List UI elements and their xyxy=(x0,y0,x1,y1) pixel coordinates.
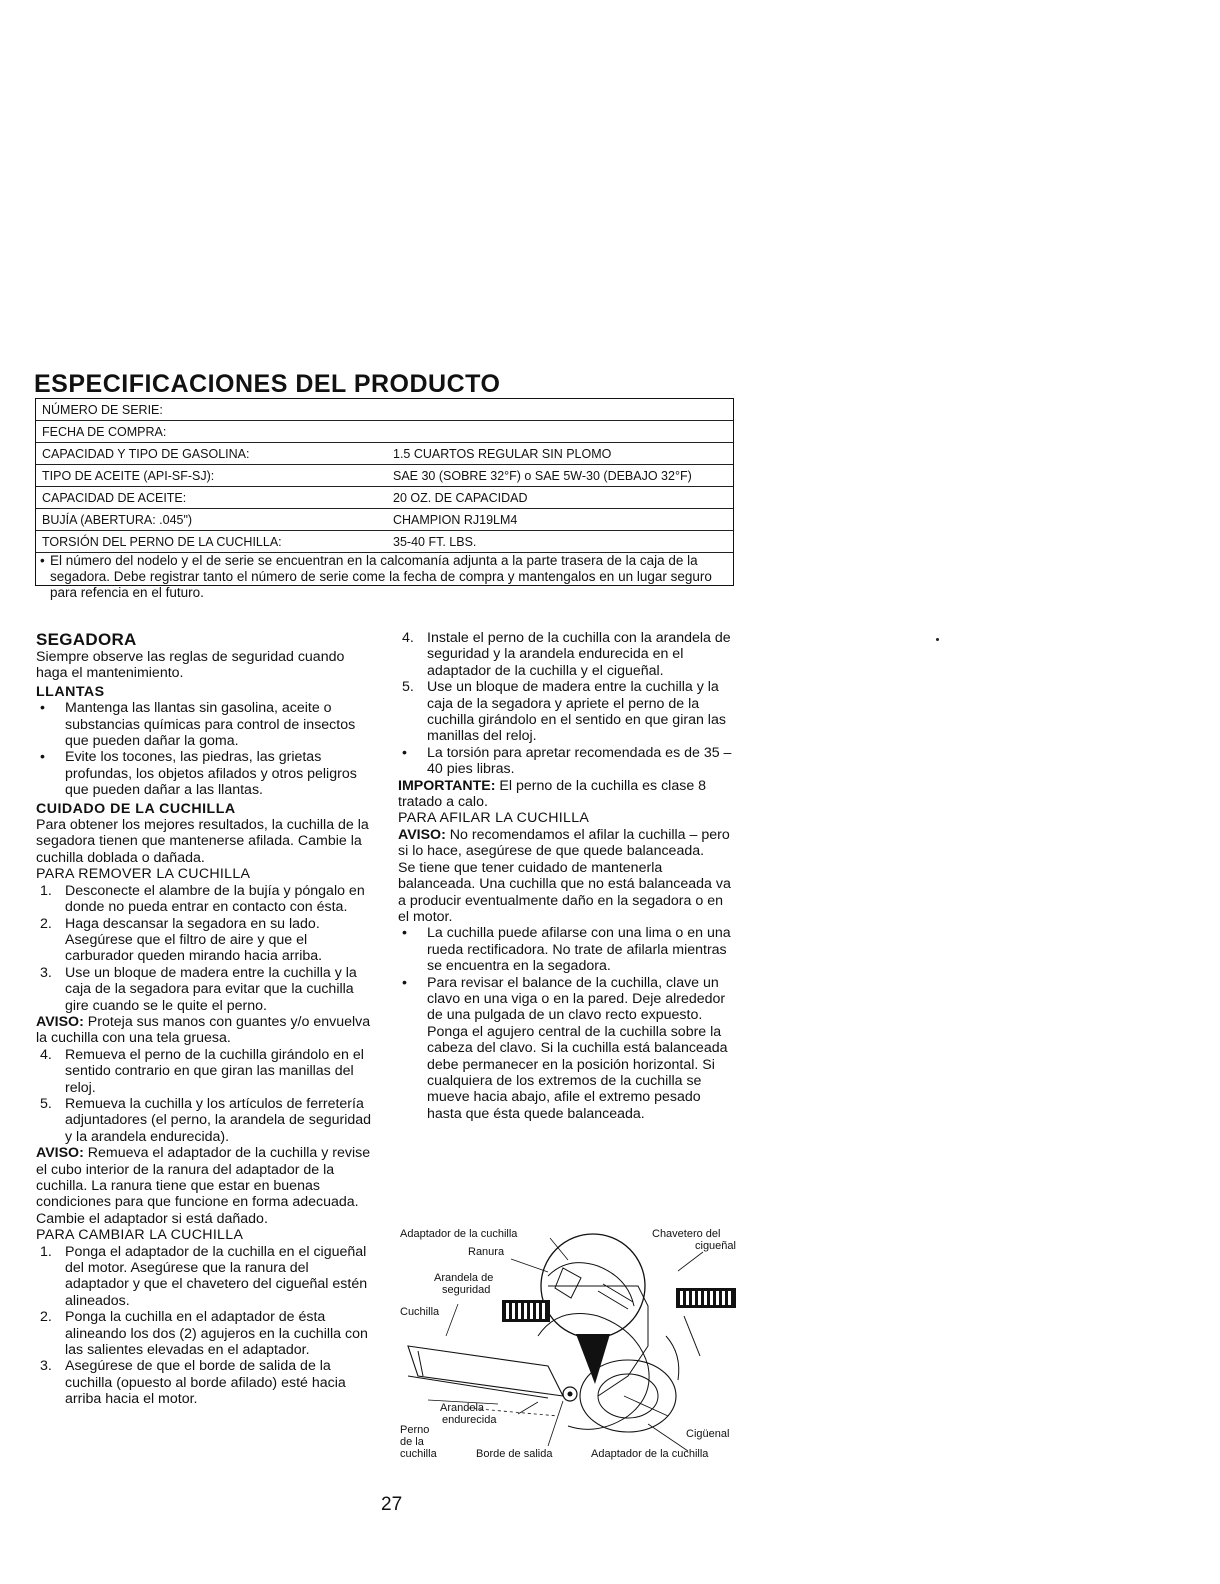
step-number: 2. xyxy=(40,1309,52,1326)
step-number: 3. xyxy=(40,964,52,981)
list-item xyxy=(36,883,376,916)
aviso-label: AVISO: xyxy=(36,1145,84,1162)
aviso-text: Remueva el adaptador de la cuchilla y revise el cubo interior de la ranura del adaptador de la cuchilla. La ranura tiene que estar en buenas condiciones para que funcione en forma adecuada. Cambie el adaptador si está dañado. xyxy=(36,1145,371,1227)
list-item-text: La cuchilla puede afilarse con una lima o en una rueda rectificadora. No trate de afilarla mientras se encuentra en la segadora. xyxy=(427,925,731,975)
label-arandela-end-2: endurecida xyxy=(442,1414,497,1426)
blade-diagram xyxy=(398,1226,740,1470)
list-item xyxy=(36,700,376,749)
left-column xyxy=(36,630,376,1408)
label-cuchilla: Cuchilla xyxy=(400,1306,440,1318)
list-item xyxy=(36,749,376,798)
cuidado-text: Para obtener los mejores resultados, la cuchilla de la segadora tienen que mantenerse afilada. Cambie la cuchilla doblada o dañada. xyxy=(36,817,369,866)
aviso-text: No recomendamos el afilar la cuchilla – pero si lo hace, asegúrese de que quede balanceada. xyxy=(398,826,730,860)
stray-dot xyxy=(936,638,939,641)
page-title: ESPECIFICACIONES DEL PRODUCTO xyxy=(34,370,501,398)
spec-label: CAPACIDAD Y TIPO DE GASOLINA: xyxy=(36,443,387,465)
heading-afilar: PARA AFILAR LA CUCHILLA xyxy=(398,810,590,827)
spec-row xyxy=(36,487,733,509)
list-item xyxy=(36,1309,376,1358)
list-item xyxy=(398,925,734,974)
right-column xyxy=(398,630,734,1122)
spec-value: 20 OZ. DE CAPACIDAD xyxy=(387,487,733,509)
list-item xyxy=(398,679,734,745)
label-arandela-end-1: Arandela xyxy=(440,1402,485,1414)
spec-row xyxy=(36,399,733,421)
label-chavetero-1: Chavetero del xyxy=(652,1228,721,1240)
spec-label: NÚMERO DE SERIE: xyxy=(36,399,387,421)
list-item-text: Use un bloque de madera entre la cuchilla y la caja de la segadora y apriete el perno de la cuchilla girándolo en el sentido en que giran las manillas del reloj. xyxy=(427,679,726,745)
list-item-text: Desconecte el alambre de la bujía y póngalo en donde no pueda entrar en contacto con ésta. xyxy=(65,882,365,916)
step-number: 3. xyxy=(40,1358,52,1375)
spec-row xyxy=(36,465,733,487)
list-item xyxy=(36,1096,376,1145)
list-item-text: Evite los tocones, las piedras, las grietas profundas, los objetos afilados y otros peligros que pueden dañar a las llantas. xyxy=(65,749,357,799)
list-item xyxy=(36,916,376,965)
segadora-intro: Siempre observe las reglas de seguridad cuando haga el mantenimiento. xyxy=(36,649,345,682)
bullet-marker: • xyxy=(402,744,407,761)
spec-row xyxy=(36,443,733,465)
spec-table xyxy=(36,399,733,553)
aviso-afilar xyxy=(398,827,734,860)
bullet-marker: • xyxy=(40,553,45,568)
importante-note xyxy=(398,778,734,811)
aviso-label: AVISO: xyxy=(36,1013,84,1030)
label-adaptador-top: Adaptador de la cuchilla xyxy=(400,1228,518,1240)
label-ciguenal: Cigüenal xyxy=(686,1428,730,1440)
spec-row xyxy=(36,421,733,443)
heading-llantas: LLANTAS xyxy=(36,683,105,700)
step-number: 2. xyxy=(40,915,52,932)
spec-value: CHAMPION RJ19LM4 xyxy=(387,509,733,531)
aviso-2 xyxy=(36,1145,376,1227)
spec-note-text: El número del nodelo y el de serie se encuentran en la calcomanía adjunta a la parte trasera de la caja de la segadora. Debe registrar tanto el número de serie come la fecha de compra y mantengalos en un lugar seguro para refencia en el futuro. xyxy=(50,553,712,600)
heading-cuidado: CUIDADO DE LA CUCHILLA xyxy=(36,800,236,817)
remover-steps xyxy=(36,883,376,1014)
spec-value xyxy=(387,399,733,421)
list-item xyxy=(398,630,734,679)
spec-label: CAPACIDAD DE ACEITE: xyxy=(36,487,387,509)
remover-steps-continued xyxy=(36,1047,376,1145)
cambiar-steps xyxy=(36,1244,376,1408)
aviso-1 xyxy=(36,1014,376,1047)
bullet-marker: • xyxy=(40,749,45,766)
list-item-text: Ponga el adaptador de la cuchilla en el cigueñal del motor. Asegúrese que la ranura del adaptador y que el chavetero del cigueñal estén alineados. xyxy=(65,1243,368,1309)
step-number: 4. xyxy=(40,1046,52,1063)
label-perno-1: Perno xyxy=(400,1424,430,1436)
list-item xyxy=(36,1244,376,1310)
list-item xyxy=(36,1047,376,1096)
label-arandela-seg-2: seguridad xyxy=(442,1284,491,1296)
spec-box xyxy=(35,398,734,600)
list-item-text: Instale el perno de la cuchilla con la arandela de seguridad y la arandela endurecida en el adaptador de la cuchilla y el cigueñal. xyxy=(427,630,731,679)
page-number: 27 xyxy=(381,1494,403,1515)
aviso-label: AVISO: xyxy=(398,826,446,843)
importante-label: IMPORTANTE: xyxy=(398,777,496,794)
bullet-marker: • xyxy=(402,925,407,942)
spec-label: TIPO DE ACEITE (API-SF-SJ): xyxy=(36,465,387,487)
spec-label: TORSIÓN DEL PERNO DE LA CUCHILLA: xyxy=(36,531,387,553)
list-item xyxy=(36,1358,376,1407)
balance-text: Se tiene que tener cuidado de mantenerla balanceada. Una cuchilla que no está balanceada va a producir eventualmente daño en la segadora o en el motor. xyxy=(398,859,731,925)
list-item-text: Para revisar el balance de la cuchilla, clave un clavo en una viga o en la pared. Deje alrededor de una pulgada de un clavo recto expuesto. Ponga el agujero central de la cuchilla sobre la cabeza del clavo. Si la cuchilla está balanceada debe permanecer en la posición horizontal. Si cualquiera de los extremos de la cuchilla se mueve hacia abajo, afile el extremo pesado hasta que ésta quede balanceada. xyxy=(427,974,728,1122)
label-perno-2: de la xyxy=(400,1436,424,1448)
step-number: 1. xyxy=(40,1243,52,1260)
label-arandela-seg-1: Arandela de xyxy=(434,1272,494,1284)
spec-value: SAE 30 (SOBRE 32°F) o SAE 5W-30 (DEBAJO 32°F) xyxy=(387,465,733,487)
list-item xyxy=(36,965,376,1014)
bullet-marker: • xyxy=(402,974,407,991)
step-number: 1. xyxy=(40,882,52,899)
step-number: 5. xyxy=(402,679,414,696)
spec-row xyxy=(36,509,733,531)
llantas-list xyxy=(36,700,376,798)
spec-label: FECHA DE COMPRA: xyxy=(36,421,387,443)
bullet-marker: • xyxy=(40,700,45,717)
cambiar-steps-continued xyxy=(398,630,734,745)
step-number: 4. xyxy=(402,630,414,646)
list-item-text: Mantenga las llantas sin gasolina, aceite o substancias químicas para control de insectos que pueden dañar la goma. xyxy=(65,700,356,750)
label-adaptador-bottom: Adaptador de la cuchilla xyxy=(591,1448,709,1460)
spec-note xyxy=(42,553,727,601)
list-item-text: Haga descansar la segadora en su lado. Asegúrese que el filtro de aire y que el carburador queden mirando hacia arriba. xyxy=(65,915,323,965)
importante-text: El perno de la cuchilla es clase 8 tratado a calo. xyxy=(398,777,707,811)
label-ranura: Ranura xyxy=(468,1246,505,1258)
step-number: 5. xyxy=(40,1095,52,1112)
spec-value: 1.5 CUARTOS REGULAR SIN PLOMO xyxy=(387,443,733,465)
list-item-text: Remueva el perno de la cuchilla girándolo en el sentido contrario en que giran las manillas del reloj. xyxy=(65,1046,364,1096)
spec-value xyxy=(387,421,733,443)
list-item-text: Asegúrese de que el borde de salida de la cuchilla (opuesto al borde afilado) esté hacia arriba hacia el motor. xyxy=(65,1358,346,1408)
label-perno-3: cuchilla xyxy=(400,1448,437,1460)
label-borde: Borde de salida xyxy=(476,1448,553,1460)
spec-row xyxy=(36,531,733,553)
heading-cambiar: PARA CAMBIAR LA CUCHILLA xyxy=(36,1227,244,1244)
list-item-text: Remueva la cuchilla y los artículos de ferretería adjuntadores (el perno, la arandela de seguridad y la arandela endurecida). xyxy=(65,1095,372,1145)
torsion-bullet xyxy=(398,745,734,778)
list-item xyxy=(398,975,734,1123)
spec-label: BUJÍA (ABERTURA: .045") xyxy=(36,509,387,531)
list-item-text: Use un bloque de madera entre la cuchilla y la caja de la segadora para evitar que la cuchilla gire cuando se le quite el perno. xyxy=(65,964,357,1014)
afilar-bullets xyxy=(398,925,734,1122)
aviso-text: Proteja sus manos con guantes y/o envuelva la cuchilla con una tela gruesa. xyxy=(36,1013,371,1047)
label-chavetero-2: cigueñal xyxy=(695,1240,736,1252)
heading-remover: PARA REMOVER LA CUCHILLA xyxy=(36,866,251,883)
list-item-text: Ponga la cuchilla en el adaptador de ésta alineando los dos (2) agujeros en la cuchilla con las salientes elevadas en el adaptador. xyxy=(65,1309,368,1359)
spec-value: 35-40 FT. LBS. xyxy=(387,531,733,553)
heading-segadora: SEGADORA xyxy=(36,630,137,649)
torsion-text: La torsión para apretar recomendada es de 35 – 40 pies libras. xyxy=(427,744,732,778)
